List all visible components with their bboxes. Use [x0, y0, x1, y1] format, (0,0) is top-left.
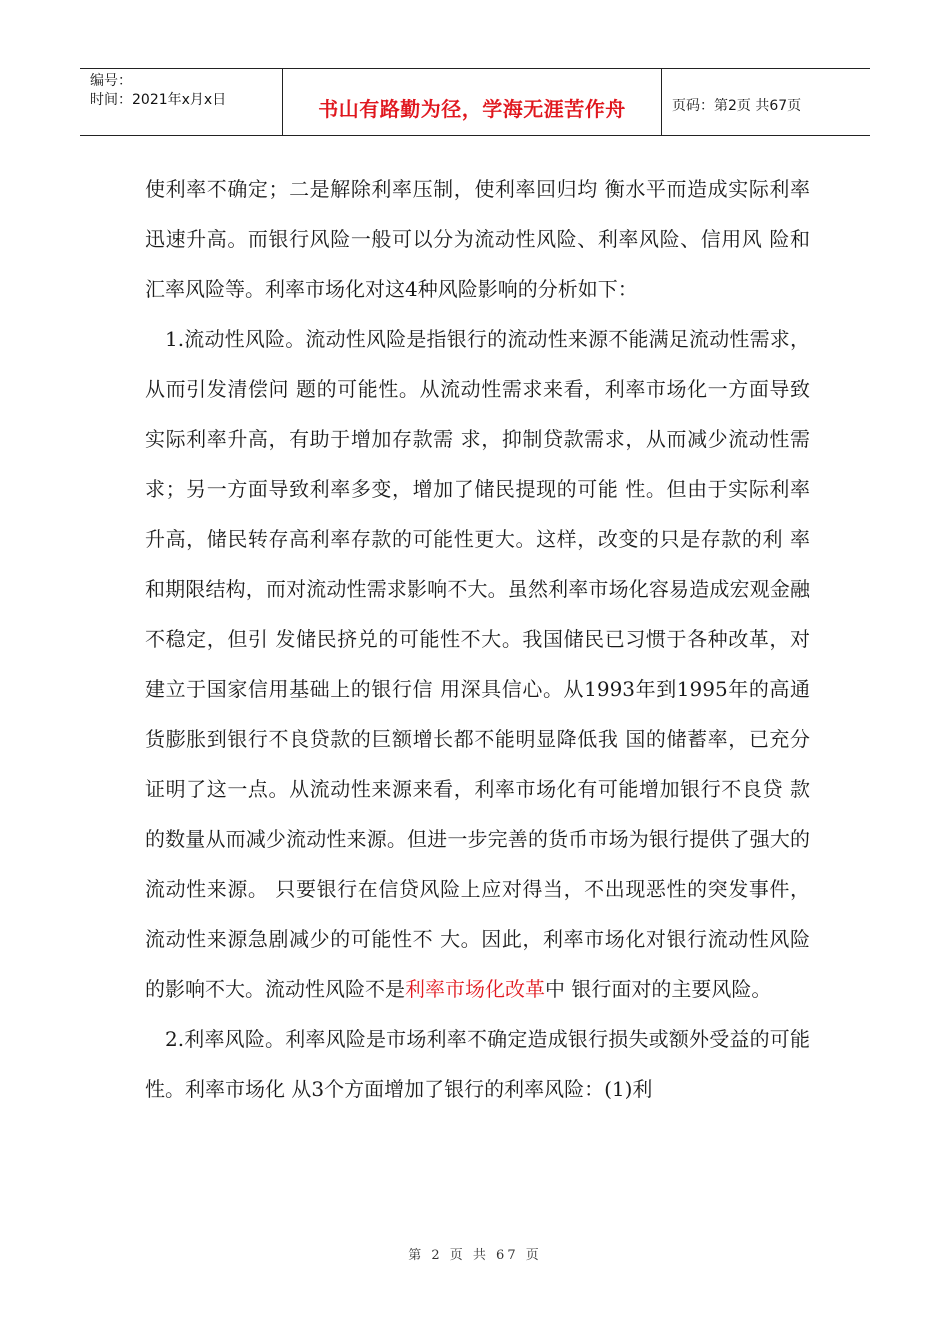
header-motto: 书山有路勤为径，学海无涯苦作舟: [318, 97, 626, 121]
header-page-cell: [662, 69, 870, 135]
header-info-cell: [80, 69, 283, 135]
paragraph-intro: 使利率不确定；二是解除利率压制，使利率回归均 衡水平而造成实际利率迅速升高。而银行风险一般可以分为流动性风险、利率风险、信用风 险和汇率风险等。利率市场化对这4种风险影响的分析如下：: [145, 177, 810, 301]
page-footer: 第 2 页 共 67 页: [408, 1248, 542, 1263]
interest-rate-reform-link[interactable]: 利率市场化改革: [405, 977, 545, 1001]
document-number-label: 编号：: [90, 73, 132, 89]
paragraph-liquidity-risk-text: 1.流动性风险。流动性风险是指银行的流动性来源不能满足流动性需求，从而引发清偿问 题的可能性。从流动性需求来看，利率市场化一方面导致实际利率升高，有助于增加存款需 求，抑制贷款需求，从而减少流动性需求；另一方面导致利率多变，增加了储民提现的可能 性。但由于实际利率升高，储民转存高利率存款的可能性更大。这样，改变的只是存款的利 率和期限结构，而对流动性需求影响不大。虽然利率市场化容易造成宏观金融不稳定，但引 发储民挤兑的可能性不大。我国储民已习惯于各种改革，对建立于国家信用基础上的银行信 用深具信心。从1993年到1995年的高通货膨胀到银行不良贷款的巨额增长都不能明显降低我 国的储蓄率，已充分证明了这一点。从流动性来源来看，利率市场化有可能增加银行不良贷 款的数量从而减少流动性来源。但进一步完善的货币市场为银行提供了强大的流动性来源。 只要银行在信贷风险上应对得当，不出现恶性的突发事件，流动性来源急剧减少的可能性不 大。因此，利率市场化对银行流动性风险的影响不大。流动性风险不是: [145, 327, 810, 1001]
header-page-info: 页码：第2页 共67页: [672, 98, 802, 114]
page-header: [80, 68, 870, 136]
paragraph-liquidity-risk-tail: 中 银行面对的主要风险。: [545, 977, 772, 1001]
document-date-label: 时间：2021年x月x日: [90, 92, 227, 108]
paragraph-liquidity-risk: [145, 314, 810, 1014]
paragraph-interest-rate-risk: 2.利率风险。利率风险是市场利率不确定造成银行损失或额外受益的可能性。利率市场化 从3个方面增加了银行的利率风险：(1)利: [145, 1027, 810, 1101]
document-body: [145, 164, 810, 1114]
header-motto-cell: [283, 69, 662, 135]
